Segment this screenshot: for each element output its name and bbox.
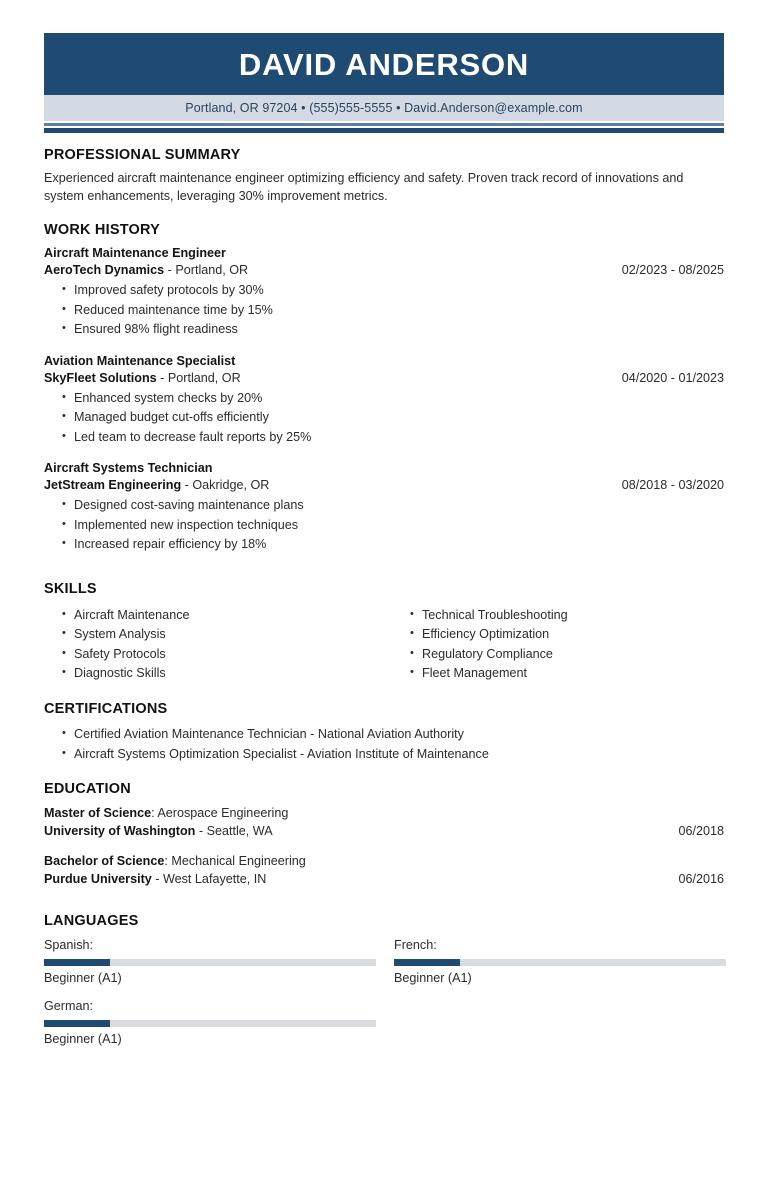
job-company-line	[44, 262, 724, 279]
education-school	[44, 870, 266, 888]
name-band	[44, 33, 724, 95]
job-bullets	[44, 389, 724, 448]
language-name: French:	[394, 937, 437, 952]
language-item	[384, 936, 724, 988]
language-proficiency-fill	[394, 959, 460, 966]
skill-item: • Safety Protocols	[74, 645, 384, 665]
spacer	[44, 568, 724, 581]
job-role: Aircraft Systems Technician	[44, 461, 213, 475]
section-languages	[44, 913, 724, 1058]
skills-list-right	[392, 606, 724, 684]
education-degree: Bachelor of Science	[44, 853, 165, 868]
job-bullet: • Designed cost-saving maintenance plans	[74, 496, 724, 516]
job-employer: JetStream Engineering	[44, 478, 182, 492]
language-level: Beginner (A1)	[394, 970, 472, 985]
education-location: - West Lafayette, IN	[151, 871, 267, 886]
job-location: - Portland, OR	[164, 263, 249, 277]
job-company-line	[44, 370, 724, 387]
job-location: - Oakridge, OR	[181, 478, 270, 492]
education-school-name: University of Washington	[44, 823, 196, 838]
language-name: German:	[44, 998, 93, 1013]
skills-columns	[44, 604, 724, 684]
language-proficiency-bar	[394, 959, 726, 966]
contact-line: Portland, OR 97204 • (555)555-5555 • David.Anderson@example.com	[185, 101, 583, 115]
education-degree-line	[44, 804, 724, 822]
spacer	[44, 764, 724, 781]
job-bullets	[44, 496, 724, 555]
job-bullet: • Improved safety protocols by 30%	[74, 281, 724, 301]
job-employer: SkyFleet Solutions	[44, 370, 157, 385]
job-bullet: • Ensured 98% flight readiness	[74, 320, 724, 340]
skill-item: • Regulatory Compliance	[422, 645, 724, 665]
certifications-list	[44, 724, 724, 764]
education-school-name: Purdue University	[44, 871, 152, 886]
skill-item: • Aircraft Maintenance	[74, 606, 384, 626]
job-company	[44, 262, 248, 279]
job-location: - Portland, OR	[156, 370, 241, 385]
candidate-name: DAVID ANDERSON	[238, 46, 530, 82]
job-dates: 08/2018 - 03/2020	[621, 478, 724, 492]
section-certifications	[44, 701, 724, 764]
education-location: - Seattle, WA	[195, 823, 273, 838]
section-professional-summary	[44, 147, 724, 205]
job-company	[44, 477, 269, 494]
education-field: : Aerospace Engineering	[151, 805, 289, 820]
section-title-work-history: WORK HISTORY	[44, 222, 160, 238]
resume-body	[44, 133, 724, 1058]
summary-text: Experienced aircraft maintenance engineer optimizing efficiency and safety. Proven track record of innovations and system enhancements, leveraging 30% improvement metrics.	[44, 171, 684, 203]
job-bullet: • Implemented new inspection techniques	[74, 516, 724, 536]
resume-page	[0, 33, 768, 1185]
section-title-languages: LANGUAGES	[44, 912, 139, 929]
section-skills	[44, 581, 724, 684]
spacer	[44, 205, 724, 222]
skill-item: • Efficiency Optimization	[422, 625, 724, 645]
skills-column-right	[384, 604, 724, 684]
language-proficiency-bar	[44, 959, 376, 966]
job-dates: 04/2020 - 01/2023	[621, 370, 724, 385]
skill-item: • Fleet Management	[422, 664, 724, 684]
language-item	[44, 997, 384, 1049]
job-entry	[44, 460, 724, 555]
certification-item: • Certified Aviation Maintenance Technician - National Aviation Authority	[74, 724, 724, 744]
job-company-line	[44, 477, 724, 494]
skills-list-left	[44, 606, 384, 684]
education-degree-line	[44, 852, 724, 870]
education-school-line	[44, 822, 724, 840]
job-role: Aviation Maintenance Specialist	[44, 353, 236, 368]
section-work-history	[44, 222, 724, 555]
job-bullets	[44, 281, 724, 340]
language-level: Beginner (A1)	[44, 970, 122, 985]
section-title-summary: PROFESSIONAL SUMMARY	[44, 147, 241, 163]
language-proficiency-bar	[44, 1020, 376, 1027]
section-title-education: EDUCATION	[44, 780, 131, 797]
language-item	[44, 936, 384, 988]
job-dates: 02/2023 - 08/2025	[621, 263, 724, 277]
section-title-skills: SKILLS	[44, 580, 97, 597]
language-name: Spanish:	[44, 937, 94, 952]
education-date: 06/2018	[678, 823, 724, 838]
job-role: Aircraft Maintenance Engineer	[44, 246, 226, 260]
spacer	[44, 900, 724, 913]
job-bullet: • Managed budget cut-offs efficiently	[74, 408, 724, 428]
education-date: 06/2016	[678, 871, 724, 886]
job-entry	[44, 353, 724, 448]
language-level: Beginner (A1)	[44, 1031, 122, 1046]
skill-item: • System Analysis	[74, 625, 384, 645]
education-degree: Master of Science	[44, 805, 152, 820]
education-entry	[44, 804, 724, 840]
education-entry	[44, 852, 724, 888]
contact-band	[44, 95, 724, 121]
education-school	[44, 822, 273, 840]
job-bullet: • Enhanced system checks by 20%	[74, 389, 724, 409]
language-proficiency-fill	[44, 959, 110, 966]
certification-item: • Aircraft Systems Optimization Specialist - Aviation Institute of Maintenance	[74, 744, 724, 764]
job-company	[44, 370, 241, 387]
skills-column-left	[44, 604, 384, 684]
header-rule-thin	[44, 123, 724, 126]
language-proficiency-fill	[44, 1020, 110, 1027]
spacer	[44, 684, 724, 701]
job-bullet: • Reduced maintenance time by 15%	[74, 301, 724, 321]
job-bullet: • Increased repair efficiency by 18%	[74, 535, 724, 555]
job-entry	[44, 245, 724, 340]
skill-item: • Technical Troubleshooting	[422, 606, 724, 626]
job-employer: AeroTech Dynamics	[44, 263, 165, 277]
education-field: : Mechanical Engineering	[164, 853, 306, 868]
section-education	[44, 781, 724, 888]
languages-grid	[44, 936, 724, 1058]
skill-item: • Diagnostic Skills	[74, 664, 384, 684]
education-school-line	[44, 870, 724, 888]
resume-header	[44, 33, 724, 133]
job-bullet: • Led team to decrease fault reports by 25%	[74, 428, 724, 448]
section-title-certifications: CERTIFICATIONS	[44, 700, 168, 717]
